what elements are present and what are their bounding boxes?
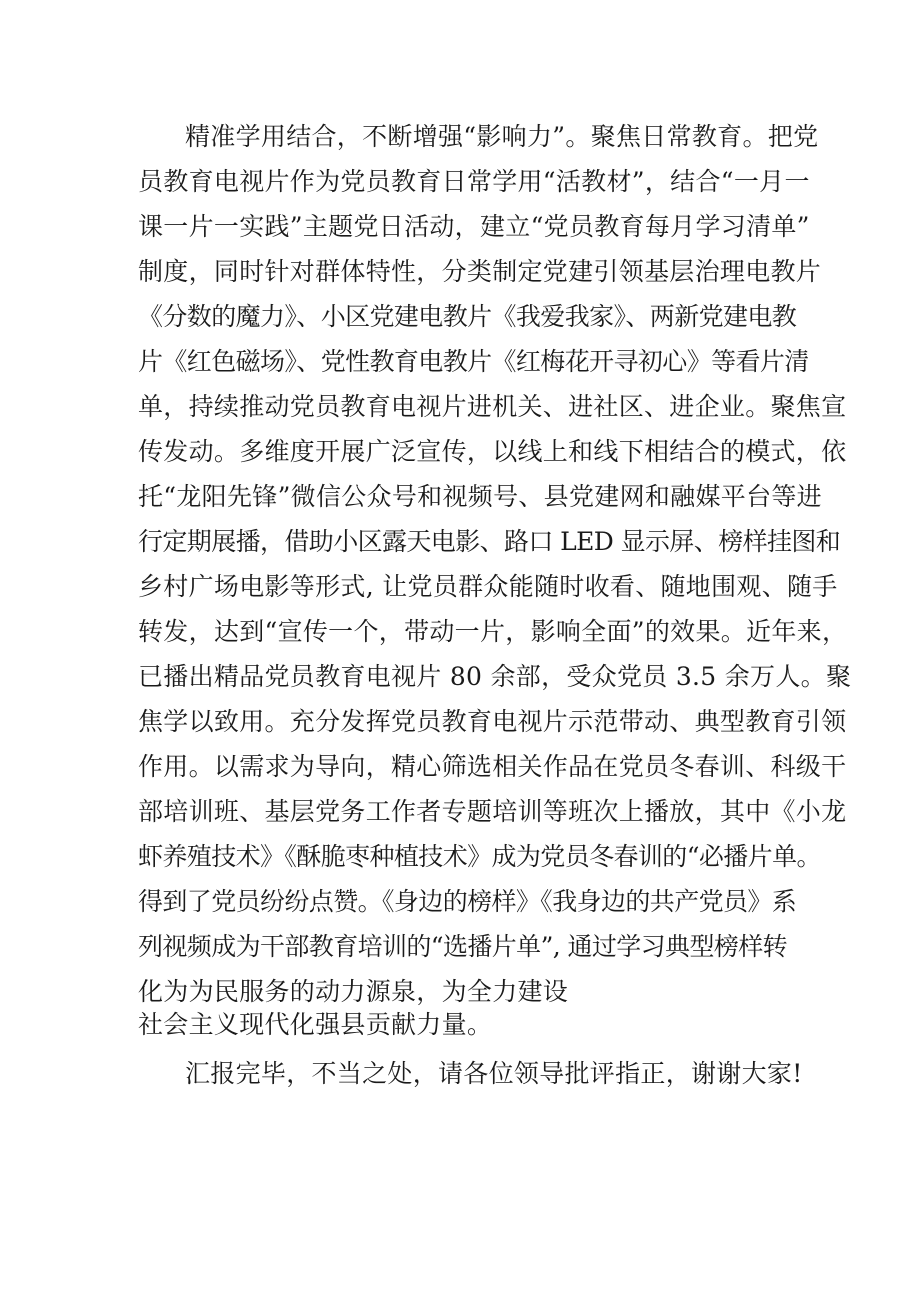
paragraph-1-line-14: 焦学以致用。充分发挥党员教育电视片示范带动、典型教育引领 — [138, 707, 847, 736]
paragraph-1-line-1: 精准学用结合，不断增强“影响力”。聚焦日常教育。把党 — [185, 122, 819, 151]
paragraph-1-line-13: 已播出精品党员教育电视片 80 余部，受众党员 3.5 余万人。聚 — [138, 662, 852, 691]
paragraph-1-line-17: 虾养殖技术》《酥脆枣种植技术》成为党员冬春训的“必播片单。 — [138, 842, 821, 871]
paragraph-1-line-19: 列视频成为干部教育培训的“选播片单”, 通过学习典型榜样转 — [138, 932, 788, 961]
paragraph-1-line-15: 作用。以需求为导向，精心筛选相关作品在党员冬春训、科级干 — [138, 752, 847, 781]
paragraph-1-line-10: 行定期展播，借助小区露天电影、路口 LED 显示屏、榜样挂图和 — [138, 527, 841, 556]
paragraph-1-line-20: 化为为民服务的动力源泉，为全力建设 — [138, 977, 569, 1006]
paragraph-1-line-21: 社会主义现代化强县贡献力量。 — [138, 1010, 493, 1039]
paragraph-1-line-7: 单，持续推动党员教育电视片进机关、进社区、进企业。聚焦宣 — [138, 392, 847, 421]
paragraph-1-line-5: 《分数的魔力》、小区党建电教片《我爱我家》、两新党建电教 — [138, 302, 797, 331]
paragraph-1-line-12: 转发，达到“宣传一个，带动一片，影响全面”的效果。近年来， — [138, 617, 848, 646]
closing-paragraph: 汇报完毕，不当之处，请各位领导批评指正，谢谢大家! — [185, 1059, 803, 1088]
paragraph-1-line-16: 部培训班、基层党务工作者专题培训等班次上播放，其中《小龙 — [138, 797, 847, 826]
paragraph-1-line-6: 片《红色磁场》、党性教育电教片《红梅花开寻初心》等看片清 — [138, 347, 809, 376]
paragraph-1-line-8: 传发动。多维度开展广泛宣传，以线上和线下相结合的模式，依 — [138, 437, 847, 466]
paragraph-1-line-18: 得到了党员纷纷点赞。《身边的榜样》《我身边的共产党员》系 — [138, 887, 797, 916]
paragraph-1-line-9: 托“龙阳先锋”微信公众号和视频号、县党建网和融媒平台等进 — [138, 482, 822, 511]
paragraph-1-line-3: 课一片一实践”主题党日活动，建立“党员教育每月学习清单” — [138, 212, 810, 241]
paragraph-1-line-2: 员教育电视片作为党员教育日常学用“活教材”，结合“一月一 — [138, 167, 810, 196]
paragraph-1-line-4: 制度，同时针对群体特性，分类制定党建引领基层治理电教片 — [138, 257, 822, 286]
paragraph-1-line-11: 乡村广场电影等形式, 让党员群众能随时收看、随地围观、随手 — [138, 572, 838, 601]
